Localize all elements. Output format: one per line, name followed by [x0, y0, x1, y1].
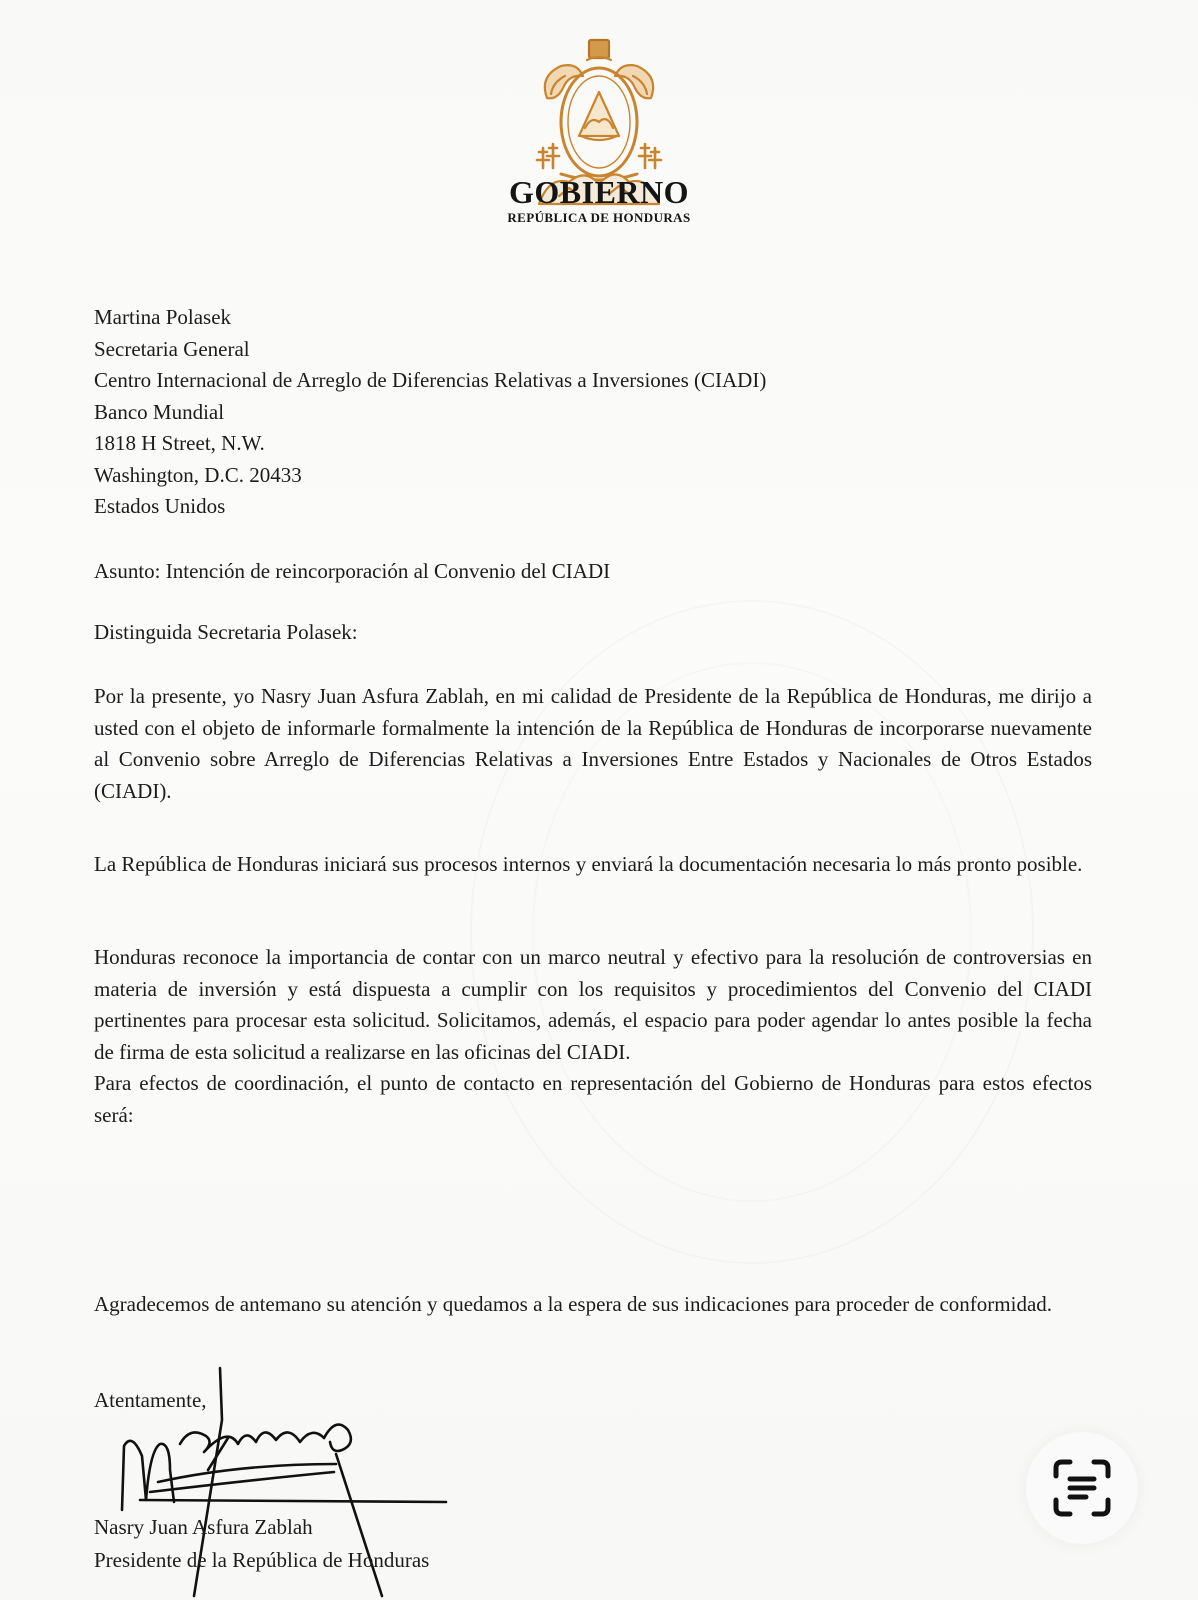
government-title: GOBIERNO	[508, 174, 690, 210]
signer-title: Presidente de la República de Honduras	[94, 1548, 430, 1572]
body-paragraph-thanks: Agradecemos de antemano su atención y quedamos a la espera de sus indicaciones para proceder de conformidad.	[94, 1292, 1053, 1316]
recipient-street: 1818 H Street, N.W.	[94, 431, 265, 455]
recipient-city: Washington, D.C. 20433	[94, 462, 302, 487]
recipient-country: Estados Unidos	[94, 494, 226, 518]
body-paragraph-framework-text: Honduras reconoce la importancia de contar con un marco neutral y efectivo para la resolución de controversias en materia de inversión y está dispuesta a cumplir con los requisitos y procedimientos del Convenio del CIADI pertinentes para procesar esta solicitud. Solicitamos, además, el espacio para poder agendar lo antes posible la fecha de firma de esta solicitud a realizarse en las oficinas del CIADI.	[94, 945, 1092, 1064]
recipient-name: Martina Polasek	[94, 305, 232, 329]
recipient-address	[94, 302, 994, 523]
text-scan-button[interactable]	[1026, 1432, 1138, 1544]
recipient-position: Secretaria General	[94, 336, 250, 361]
recipient-organization: Centro Internacional de Arreglo de Diferencias Relativas a Inversiones (CIADI)	[94, 368, 767, 392]
subject-line: Asunto: Intención de reincorporación al Convenio del CIADI	[94, 559, 611, 583]
closing: Atentamente,	[94, 1388, 207, 1412]
body-paragraph-process: La República de Honduras iniciará sus procesos internos y enviará la documentación necesaria lo más pronto posible.	[94, 852, 1083, 876]
signer-name: Nasry Juan Asfura Zablah	[94, 1515, 313, 1539]
government-subtitle: REPÚBLICA DE HONDURAS	[507, 210, 691, 225]
body-paragraph-contact: Para efectos de coordinación, el punto de contacto en representación del Gobierno de Honduras para estos efectos será:	[94, 1071, 1092, 1127]
recipient-institution: Banco Mundial	[94, 399, 225, 424]
text-scan-icon	[1050, 1456, 1114, 1520]
body-paragraph-intent: Por la presente, yo Nasry Juan Asfura Zablah, en mi calidad de Presidente de la República de Honduras, me dirijo a usted con el objeto de informarle formalmente la intención de la República de Honduras de incorporarse nuevamente al Convenio sobre Arreglo de Diferencias Relativas a Inversiones Entre Estados y Nacionales de Otros Estados (CIADI).	[94, 684, 1092, 803]
salutation: Distinguida Secretaria Polasek:	[94, 620, 358, 644]
body-paragraph-framework	[94, 942, 1092, 1131]
